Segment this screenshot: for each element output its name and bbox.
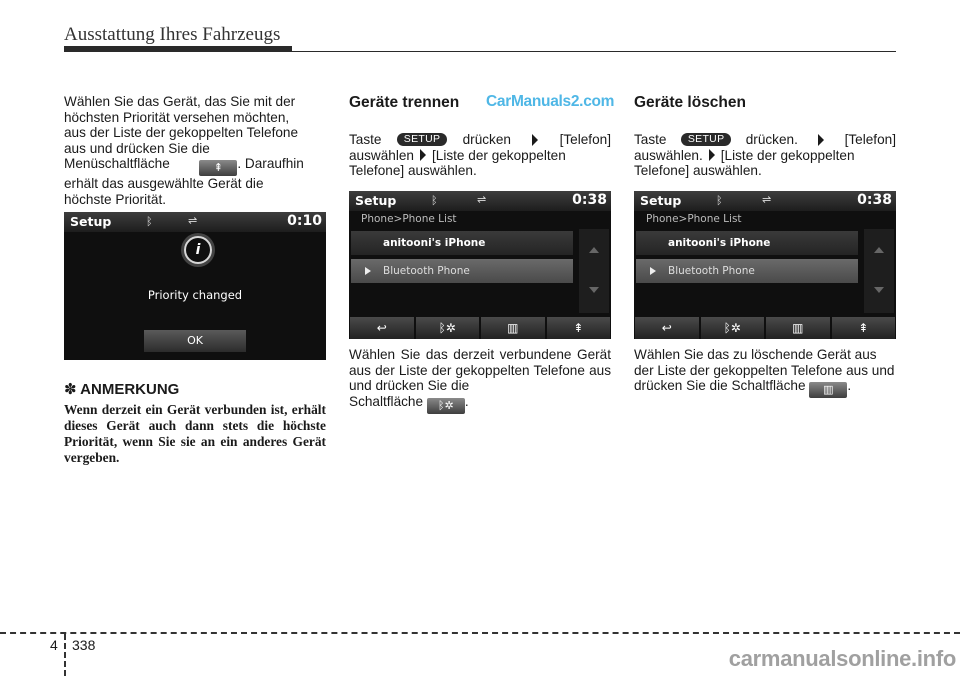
list-item[interactable]: anitooni's iPhone [636,231,858,255]
delete-inline-button: ▥ [809,382,847,398]
disconnect-button[interactable]: ᛒ✲ [701,317,765,339]
priority-button[interactable]: ⇞ [547,317,611,339]
scrollbar[interactable] [864,229,894,313]
usb-icon: ⇌ [477,193,487,206]
ok-button[interactable]: OK [144,330,246,352]
list-item[interactable]: anitooni's iPhone [351,231,573,255]
header-rule [64,51,896,52]
footer-rule [0,632,960,634]
scrollbar[interactable] [579,229,609,313]
back-button[interactable]: ↩ [635,317,699,339]
column-left [64,94,326,208]
setup-key-badge: SETUP [397,133,448,146]
section-heading-delete: Geräte löschen [634,94,746,111]
footer-divider [64,634,66,676]
screen-phone-list-disconnect: Setup ᛒ ⇌ 0:38 Phone>Phone List anitooni's iPhone Bluetooth Phone ↩ ᛒ✲ ▥ ⇞ [349,191,611,339]
delete-button[interactable]: ▥ [766,317,830,339]
note-block [64,370,326,466]
arrow-right-icon [532,134,538,146]
priority-message: Priority changed [147,288,243,302]
play-icon [365,267,371,275]
chapter-number: 4 [50,637,58,653]
screen-phone-list-delete: Setup ᛒ ⇌ 0:38 Phone>Phone List anitooni's iPhone Bluetooth Phone ↩ ᛒ✲ ▥ ⇞ [634,191,896,339]
scroll-up-icon [874,247,884,253]
back-button[interactable]: ↩ [350,317,414,339]
column-right [634,94,896,179]
disconnect-button[interactable]: ᛒ✲ [416,317,480,339]
priority-button[interactable]: ⇞ [832,317,896,339]
bluetooth-icon: ᛒ [431,194,438,207]
page-number: 338 [72,637,96,653]
arrow-right-icon [709,149,715,161]
bluetooth-icon: ᛒ [146,215,153,228]
delete-button[interactable]: ▥ [481,317,545,339]
screen-priority-changed [64,212,326,360]
screen-breadcrumb: Phone>Phone List [646,213,742,225]
scroll-down-icon [589,287,599,293]
watermark-site: carmanualsonline.info [728,646,956,671]
play-icon [650,267,656,275]
disconnect-steps: Taste SETUP drücken [Telefon] auswählen [Liste der gekoppelten Telefone] auswählen. [349,132,611,179]
watermark-carmanuals2: CarManuals2.com [486,93,615,110]
intro-paragraph: Wählen Sie das Gerät, das Sie mit der höchsten Priorität versehen möchten, aus der Liste der gekoppelten Telefone aus und drücken Sie die Menüschaltfläche ⇞ . Daraufhin erhält das ausgewählte Gerät die höchste Priorität. [64,94,304,207]
section-heading-disconnect: Geräte trennen [349,94,460,111]
scroll-down-icon [874,287,884,293]
header-title: Ausstattung Ihres Fahrzeugs [64,24,281,45]
disconnect-instruction: Wählen Sie das derzeit verbundene Gerät aus der Liste der gekoppelten Telefone aus und drücken Sie die Schaltfläche ᛒ✲ . [349,347,611,412]
priority-up-button: ⇞ [199,160,237,176]
softkey-bar [349,317,611,339]
list-item[interactable]: Bluetooth Phone [351,259,573,283]
scroll-up-icon [589,247,599,253]
info-icon: i [184,236,212,264]
disconnect-inline-button: ᛒ✲ [427,398,465,414]
screen-status-bar: Setup ᛒ ⇌ 0:10 [64,212,326,232]
screen-breadcrumb: Phone>Phone List [361,213,457,225]
softkey-bar [634,317,896,339]
note-title: ✽ ANMERKUNG [64,381,180,398]
setup-key-badge: SETUP [681,133,732,146]
bluetooth-icon: ᛒ [716,194,723,207]
arrow-right-icon [420,149,426,161]
delete-steps: Taste SETUP drücken. [Telefon] auswählen. [Liste der gekoppelten Telefone] auswählen. [634,132,896,179]
delete-instruction: Wählen Sie das zu löschende Gerät aus der Liste der gekoppelten Telefone aus und drücken Sie die Schaltfläche ▥ . [634,347,895,397]
list-item[interactable]: Bluetooth Phone [636,259,858,283]
arrow-right-icon [818,134,824,146]
note-text: Wenn derzeit ein Gerät verbunden ist, erhält dieses Gerät auch dann stets die höchste Priorität, wenn Sie sie an ein anderes Gerät vergeben. [64,401,326,465]
usb-icon: ⇌ [188,214,198,227]
usb-icon: ⇌ [762,193,772,206]
